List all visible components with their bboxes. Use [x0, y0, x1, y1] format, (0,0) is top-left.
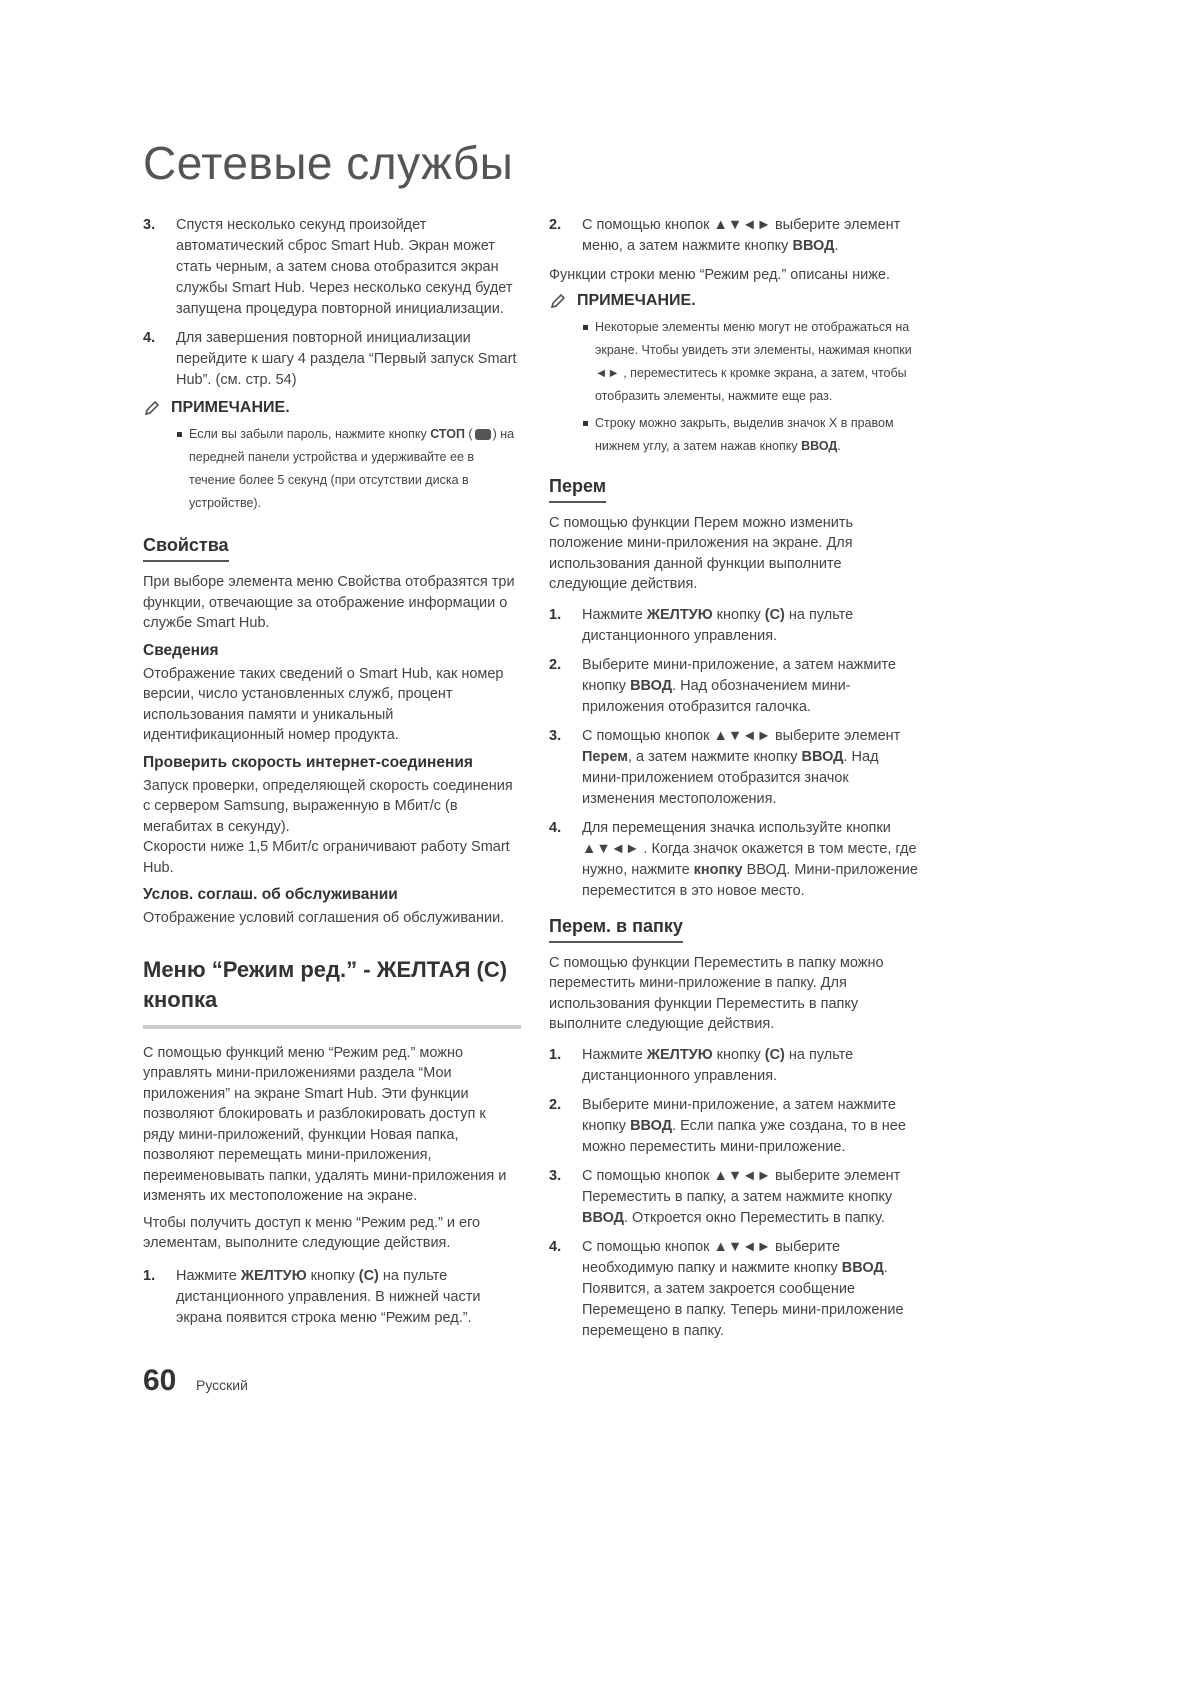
info-text: Отображение таких сведений о Smart Hub, как номер версии, число установленных служб, процент использования памяти и уникальный идентификационный номер продукта. [143, 665, 504, 743]
note-list [549, 316, 921, 458]
section-heading-move: Перем [549, 476, 606, 503]
list-item: Если вы забыли пароль, нажмите кнопку СТОП ( ) на передней панели устройства и удерживайте ее в течение более 5 секунд (при отсутствии диска в устройстве). [189, 423, 521, 515]
speed-heading: Проверить скорость интернет-соединения [143, 753, 473, 771]
section-heading-move-to-folder: Перем. в папку [549, 916, 683, 943]
step-number: 3. [143, 217, 156, 233]
terms-heading: Услов. соглаш. об обслуживании [143, 886, 398, 903]
list-item: 2. С помощью кнопок ▲▼◄► выберите элемент меню, а затем нажмите кнопку ВВОД. [549, 217, 901, 254]
list-item: 4. Для перемещения значка используйте кнопки ▲▼◄► . Когда значок окажется в том месте, где нужно, нажмите кнопку ВВОД. Мини-приложение переместится в это новое место. [549, 819, 918, 899]
section-heading-properties: Свойства [143, 535, 229, 562]
edit-mode-heading: Меню “Режим ред.” - ЖЕЛТАЯ (C) кнопка [143, 955, 521, 1029]
move-steps [549, 605, 921, 902]
note-title: ПРИМЕЧАНИЕ. [577, 291, 696, 309]
edit-mode-access: Чтобы получить доступ к меню “Режим ред.” и его элементам, выполните следующие действия. [143, 1214, 481, 1251]
list-item: 2. Выберите мини-приложение, а затем нажмите кнопку ВВОД. Над обозначением мини-приложения отобразится галочка. [549, 656, 896, 715]
note-heading [549, 292, 921, 310]
left-column [143, 215, 521, 1337]
pencil-icon [143, 399, 161, 417]
step-text: Для завершения повторной инициализации перейдите к шагу 4 раздела “Первый запуск Smart Hub”. (см. стр. 54) [176, 330, 517, 388]
functions-text: Функции строки меню “Режим ред.” описаны ниже. [549, 267, 890, 283]
terms-text: Отображение условий соглашения об обслуживании. [143, 910, 505, 926]
page-number: 60 [143, 1364, 177, 1397]
edit-mode-steps-continued [549, 215, 921, 257]
list-item: 4. С помощью кнопок ▲▼◄► выберите необходимую папку и нажмите кнопку ВВОД. Появится, а затем закроется сообщение Перемещено в папку. Теперь мини-приложение перемещено в папку. [549, 1238, 904, 1339]
folder-intro: С помощью функции Переместить в папку можно переместить мини-приложение в папку. Для использования функции Переместить в папку выполните следующие действия. [549, 954, 884, 1032]
properties-intro: При выборе элемента меню Свойства отобразятся три функции, отвечающие за отображение информации о службе Smart Hub. [143, 574, 515, 631]
stop-button-icon [475, 429, 491, 440]
step-text: Спустя несколько секунд произойдет автоматический сброс Smart Hub. Экран может стать черным, а затем снова отобразится экран службы Smart Hub. Через несколько секунд будет запущена процедура повторной инициализации. [176, 217, 513, 317]
list-item [143, 215, 521, 320]
edit-mode-intro: С помощью функций меню “Режим ред.” можно управлять мини-приложениями раздела “Мои приложения” на экране Smart Hub. Эти функции позволяют блокировать и разблокировать доступ к ряду мини-приложений, функции Новая папка, позволяют перемещать мини-приложения, переименовывать папки, удалять мини-приложения и изменять их местоположение на экране. [143, 1044, 507, 1204]
right-column [549, 215, 921, 1350]
info-heading: Сведения [143, 641, 219, 659]
list-item: 3. С помощью кнопок ▲▼◄► выберите элемент Переместить в папку, а затем нажмите кнопку ВВОД. Откроется окно Переместить в папку. [549, 1167, 901, 1226]
note-title: ПРИМЕЧАНИЕ. [171, 399, 290, 416]
list-item: 2. Выберите мини-приложение, а затем нажмите кнопку ВВОД. Если папка уже создана, то в нее можно переместить мини-приложение. [549, 1096, 906, 1155]
list-item [143, 328, 521, 391]
list-item: 1. Нажмите ЖЕЛТУЮ кнопку (C) на пульте дистанционного управления. В нижней части экрана появится строка меню “Режим ред.”. [143, 1267, 481, 1326]
folder-steps [549, 1045, 921, 1342]
note-heading [143, 399, 521, 417]
list-item: Некоторые элементы меню могут не отображаться на экране. Чтобы увидеть эти элементы, нажимая кнопки ◄► , переместитесь к кромке экрана, а затем, чтобы отобразить элементы, нажмите еще раз. [595, 316, 921, 408]
speed-text: Запуск проверки, определяющей скорость соединения с сервером Samsung, выраженную в Мбит/с (в мегабитах в секунду). [143, 777, 513, 835]
list-item: Строку можно закрыть, выделив значок X в правом нижнем углу, а затем нажав кнопку ВВОД. [595, 412, 921, 458]
edit-mode-steps [143, 1266, 521, 1329]
move-intro: С помощью функции Перем можно изменить положение мини-приложения на экране. Для использования данной функции выполните следующие действия. [549, 514, 854, 592]
note-list [143, 423, 521, 515]
list-item: 3. С помощью кнопок ▲▼◄► выберите элемент Перем, а затем нажмите кнопку ВВОД. Над мини-приложением отобразится значок изменения местоположения. [549, 727, 901, 807]
speed-text-2: Скорости ниже 1,5 Мбит/с ограничивают работу Smart Hub. [143, 839, 510, 876]
page-title: Сетевые службы [143, 137, 514, 189]
page-language: Русский [196, 1377, 248, 1393]
list-item: 1. Нажмите ЖЕЛТУЮ кнопку (C) на пульте дистанционного управления. [549, 606, 854, 644]
step-number: 4. [143, 330, 156, 346]
pencil-icon [549, 292, 567, 310]
reset-steps [143, 215, 521, 391]
list-item: 1. Нажмите ЖЕЛТУЮ кнопку (C) на пульте дистанционного управления. [549, 1046, 854, 1084]
